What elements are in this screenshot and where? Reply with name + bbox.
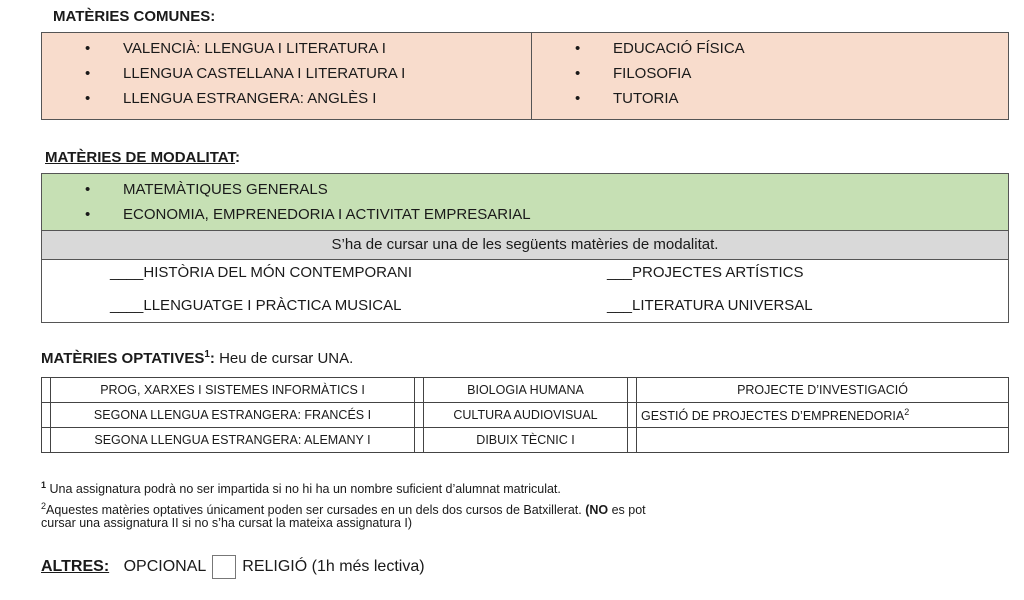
altres-opcional: OPCIONAL [123,558,207,576]
checkbox-cell[interactable] [415,378,424,403]
bullet-icon: • [85,65,91,82]
bullet-icon: • [575,40,581,57]
table-row [42,378,1009,403]
checkbox-cell[interactable] [415,428,424,453]
bullet-icon: • [85,90,91,107]
table-cell: GESTIÓ DE PROJECTES D’EMPRENEDORIA$^2$ [637,403,1009,428]
list-item: • LLENGUA CASTELLANA I LITERATURA I [123,61,405,86]
list-item: • EDUCACIÓ FÍSICA [613,36,745,61]
checkbox-cell[interactable] [628,378,637,403]
choice-historia[interactable]: ____HISTÒRIA DEL MÓN CONTEMPORANI [110,264,413,281]
list-item: • ECONOMIA, EMPRENEDORIA I ACTIVITAT EMPRESARIAL [123,202,531,227]
comunes-title: MATÈRIES COMUNES: [53,8,216,25]
bullet-icon: • [85,40,91,57]
table-row [42,428,1009,453]
altres-row [41,555,425,579]
table-cell: CULTURA AUDIOVISUAL [424,403,628,428]
modalitat-title: MATÈRIES DE MODALITAT: [45,149,240,166]
comunes-right-list [575,36,745,111]
checkbox-cell[interactable] [42,403,51,428]
table-cell: SEGONA LLENGUA ESTRANGERA: FRANCÉS I [51,403,415,428]
altres-title: ALTRES: [41,558,110,576]
choice-projectes-artistics[interactable]: ___PROJECTES ARTÍSTICS [607,264,804,281]
optatives-table [41,377,1009,453]
altres-religio: RELIGIÓ (1h més lectiva) [242,558,425,576]
footnote-2: $^2$Aquestes matèries optatives únicament poden ser cursades en un dels dos cursos de Batxillerat. (NO es pot cursar una assignatura II si no s’ha cursat la mateixa assignatura I) [41,501,646,531]
comunes-left-list [85,36,406,111]
checkbox-cell[interactable] [42,378,51,403]
modalitat-items [42,174,1008,231]
checkbox-cell[interactable] [415,403,424,428]
footnote-1: $^1$ Una assignatura podrà no ser impartida si no hi ha un nombre suficient d’alumnat matriculat. [41,480,561,497]
choice-llenguatge-musical[interactable]: ____LLENGUATGE I PRÀCTICA MUSICAL [110,297,402,314]
bullet-icon: • [85,206,91,223]
table-cell: BIOLOGIA HUMANA [424,378,628,403]
modalitat-box [41,173,1009,323]
comunes-divider [531,33,532,119]
list-item: • LLENGUA ESTRANGERA: ANGLÈS I [123,86,405,111]
bullet-icon: • [575,90,581,107]
table-cell: PROG, XARXES I SISTEMES INFORMÀTICS I [51,378,415,403]
comunes-box [41,32,1009,120]
modalitat-instruction: S’ha de cursar una de les següents matèries de modalitat. [42,231,1008,260]
list-item: • MATEMÀTIQUES GENERALS [123,177,531,202]
table-cell [637,428,1009,453]
checkbox-cell[interactable] [628,403,637,428]
table-row [42,403,1009,428]
checkbox-cell[interactable] [628,428,637,453]
bullet-icon: • [85,181,91,198]
optatives-title: MATÈRIES OPTATIVES$^1$: Heu de cursar UNA. [41,349,354,367]
religio-checkbox[interactable] [212,555,236,579]
table-cell: DIBUIX TÈCNIC I [424,428,628,453]
table-cell: SEGONA LLENGUA ESTRANGERA: ALEMANY I [51,428,415,453]
list-item: • TUTORIA [613,86,745,111]
table-cell: PROJECTE D’INVESTIGACIÓ [637,378,1009,403]
bullet-icon: • [575,65,581,82]
list-item: • VALENCIÀ: LLENGUA I LITERATURA I [123,36,405,61]
checkbox-cell[interactable] [42,428,51,453]
choice-literatura-universal[interactable]: ___LITERATURA UNIVERSAL [607,297,813,314]
list-item: • FILOSOFIA [613,61,745,86]
